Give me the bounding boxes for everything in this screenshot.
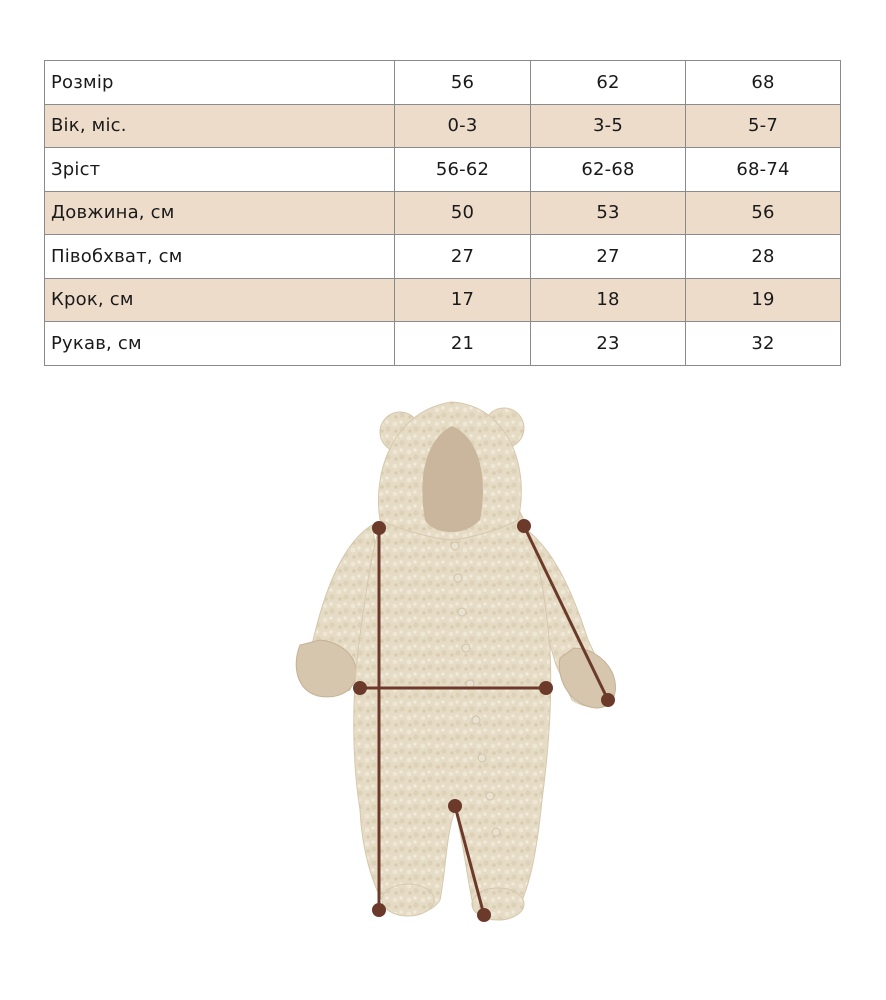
table-row (45, 61, 841, 105)
table-cell: 62-68 (531, 148, 686, 192)
table-cell: 62 (531, 61, 686, 105)
table-cell: 27 (531, 235, 686, 279)
table-cell: 19 (686, 278, 841, 322)
row-label: Півобхват, см (45, 235, 395, 279)
table-cell: 5-7 (686, 104, 841, 148)
table-cell: 50 (395, 191, 531, 235)
table-row (45, 278, 841, 322)
table-cell: 3-5 (531, 104, 686, 148)
row-label: Вік, міс. (45, 104, 395, 148)
table-cell: 53 (531, 191, 686, 235)
chest-left-dot-icon (355, 683, 366, 694)
length-bottom-dot-icon (374, 905, 385, 916)
inseam-bottom-dot-icon (479, 910, 490, 921)
table-row (45, 191, 841, 235)
table-cell: 23 (531, 322, 686, 366)
table-cell: 18 (531, 278, 686, 322)
sleeve-bottom-dot-icon (603, 695, 614, 706)
table-cell: 56-62 (395, 148, 531, 192)
table-cell: 56 (686, 191, 841, 235)
table-row (45, 235, 841, 279)
table-row (45, 322, 841, 366)
table-row (45, 148, 841, 192)
table-cell: 68 (686, 61, 841, 105)
chest-right-dot-icon (541, 683, 552, 694)
inseam-top-dot-icon (450, 801, 461, 812)
size-chart-table (44, 60, 841, 366)
table-cell: 27 (395, 235, 531, 279)
row-label: Рукав, см (45, 322, 395, 366)
table-cell: 28 (686, 235, 841, 279)
table-cell: 56 (395, 61, 531, 105)
table-cell: 32 (686, 322, 841, 366)
jumpsuit-measurement-illustration (0, 380, 886, 940)
table-cell: 0-3 (395, 104, 531, 148)
length-top-dot-icon (374, 523, 385, 534)
table-cell: 68-74 (686, 148, 841, 192)
row-label: Розмір (45, 61, 395, 105)
row-label: Крок, см (45, 278, 395, 322)
jumpsuit-icon (296, 402, 615, 920)
left-foot-icon (382, 884, 434, 916)
row-label: Зріст (45, 148, 395, 192)
sleeve-top-dot-icon (519, 521, 530, 532)
table-cell: 17 (395, 278, 531, 322)
table-cell: 21 (395, 322, 531, 366)
table-row (45, 104, 841, 148)
row-label: Довжина, см (45, 191, 395, 235)
jumpsuit-body-icon (354, 503, 551, 915)
